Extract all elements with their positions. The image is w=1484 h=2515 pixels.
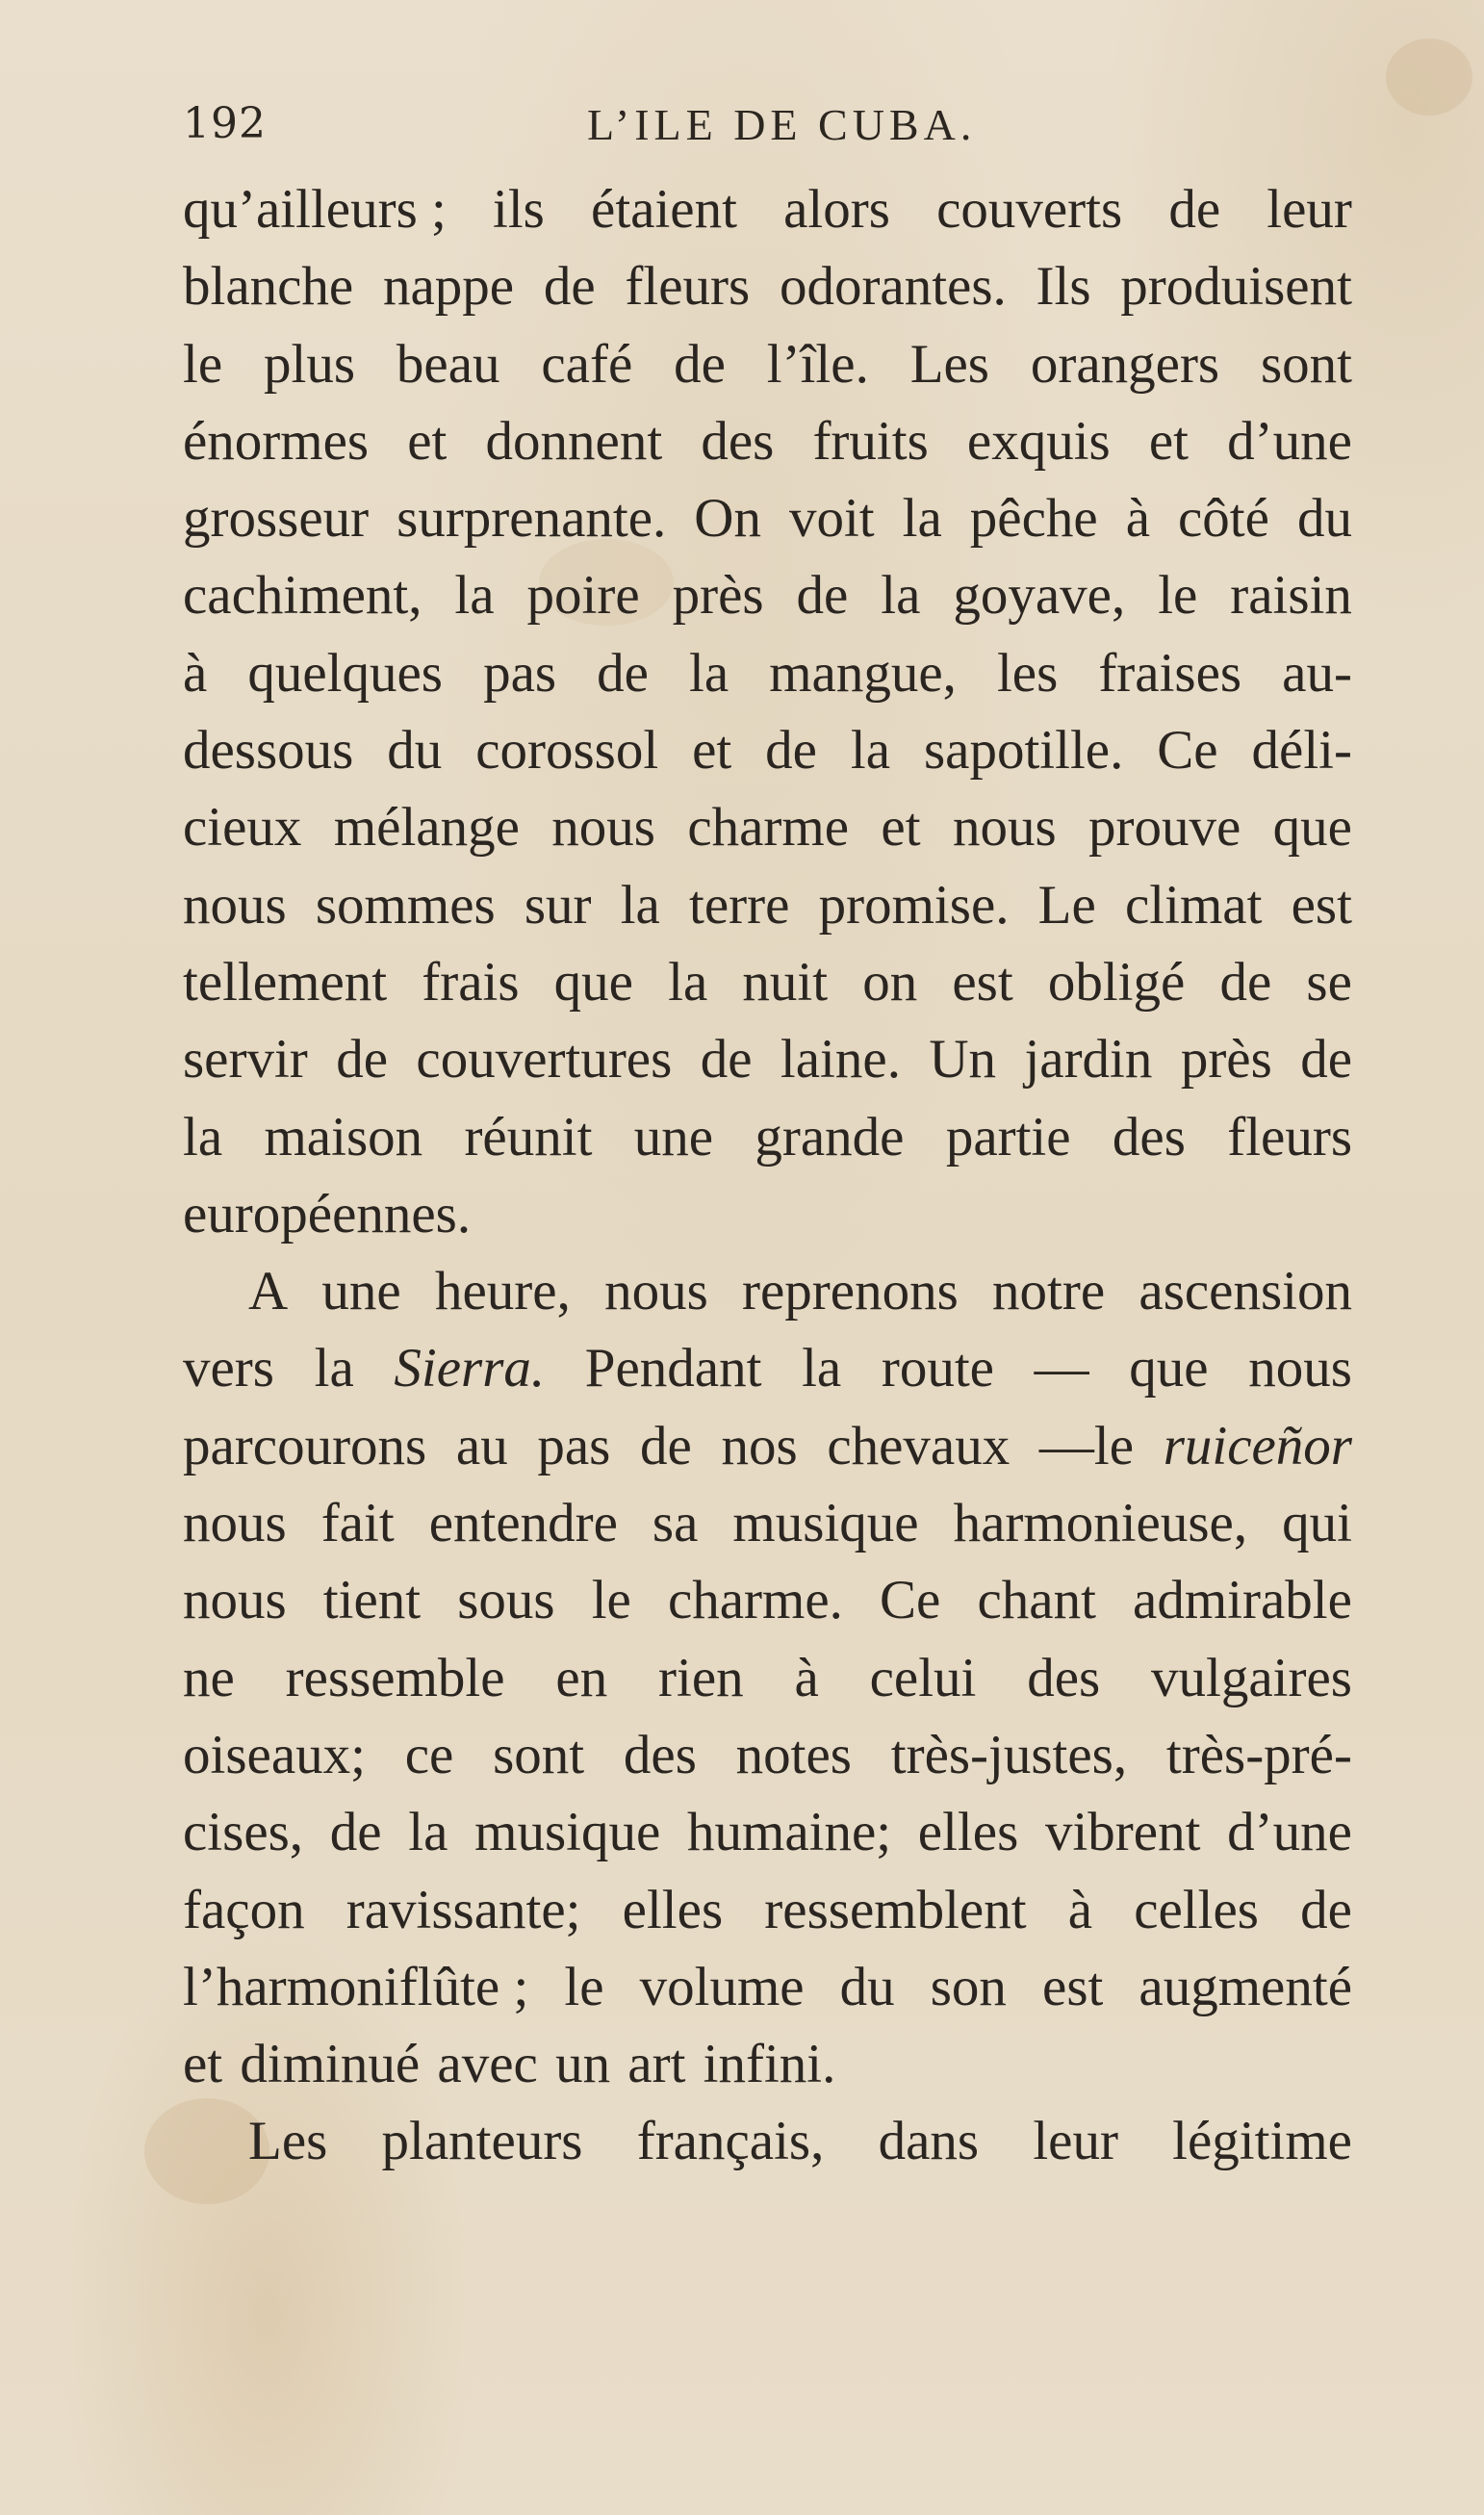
word: sapotille. [923,720,1124,782]
word: diminué [240,2034,421,2095]
word: le [183,333,223,395]
word: charme [687,797,850,859]
word: étaient [591,179,737,240]
word: Pendant [584,1338,762,1399]
text-line [183,326,1352,403]
word: son [930,1956,1007,2017]
word: la [902,488,942,550]
word: partie [945,1106,1071,1168]
word: On [694,488,761,550]
word: côté [1178,488,1269,550]
text-line [183,480,1352,557]
word: A [248,1261,289,1322]
word: ressemblent [764,1879,1027,1940]
word: de [336,1029,388,1091]
word: la [881,565,921,627]
word: Ce [880,1570,941,1631]
word: nous [183,1570,287,1631]
word: des [701,410,775,472]
text-line [183,712,1352,789]
word: servir [183,1029,308,1091]
word: café [541,333,633,395]
word: rien [658,1647,744,1708]
word: qui [1282,1493,1352,1554]
word: légitime [1172,2111,1352,2172]
word: de [1300,1029,1352,1091]
text-line [183,944,1352,1021]
word: pêche [969,488,1098,550]
word: fraises [1098,642,1242,704]
word: elles [622,1879,724,1940]
text-line [183,1872,1352,1949]
word: notes [735,1724,852,1785]
word: entendre [428,1493,618,1554]
paper-stain [1386,38,1472,115]
word: voit [788,488,875,550]
word: chevaux [827,1415,1011,1476]
text-line [183,1717,1352,1794]
word: français, [636,2111,825,2172]
text-line [183,1099,1352,1176]
word: le [1158,565,1198,627]
word: et [1148,410,1190,472]
word: nous [183,874,287,936]
word: au [455,1415,508,1476]
word: celui [869,1647,977,1708]
word: vers [183,1338,274,1399]
text-line [183,248,1352,325]
word: dans [878,2111,980,2172]
word: obligé [1047,951,1186,1013]
word: sa [652,1493,699,1554]
word: goyave, [953,565,1126,627]
word: Sierra. [394,1338,546,1399]
word: nous [1248,1338,1352,1399]
word: produisent [1120,256,1352,318]
word: mangue, [769,642,957,704]
word: l’harmoniflûte ; [183,1956,529,2017]
text-line [183,1485,1352,1562]
word: charme. [667,1570,843,1631]
text-line [183,2103,1352,2180]
word: pas [483,642,557,704]
word: —le [1038,1415,1135,1476]
word: est [952,951,1013,1013]
word: nous [604,1261,708,1322]
word: Ce [1157,720,1218,782]
word: Le [1037,874,1096,936]
word: la [314,1338,354,1399]
word: route [881,1338,994,1399]
word: de [1168,179,1221,240]
word: à [1125,488,1150,550]
word: admirable [1133,1570,1352,1631]
word: au- [1282,642,1352,704]
word: couvertures [416,1029,673,1091]
word: à [794,1647,819,1708]
word: cises, [183,1802,304,1863]
word: ils [493,179,545,240]
word: d’une [1227,410,1352,472]
word: musique [732,1493,919,1554]
text-line [183,1640,1352,1717]
word: infini. [703,2034,836,2095]
word: nuit [742,951,829,1013]
word: sommes [315,874,496,936]
word: humaine; [686,1802,892,1863]
word: on [862,951,918,1013]
word: la [183,1106,223,1168]
word: près [1180,1029,1272,1091]
word: sont [493,1724,585,1785]
word: prouve [1088,797,1241,859]
word: est [1042,1956,1104,2017]
word: des [1027,1647,1101,1708]
word: une [321,1261,401,1322]
word: façon [183,1879,305,1940]
text-line [183,1408,1352,1485]
word: tient [322,1570,422,1631]
word: est [1291,874,1352,936]
word: oiseaux; [183,1724,366,1785]
text-line [183,557,1352,634]
word: de [329,1802,382,1863]
word: sous [457,1570,555,1631]
word: réunit [464,1106,593,1168]
word: cachiment, [183,565,422,627]
word: fleurs [625,256,751,318]
text-line [183,403,1352,480]
page-number: 192 [183,99,267,148]
word: de [597,642,649,704]
word: de [700,1029,753,1091]
word: la [802,1338,842,1399]
text-line [183,1176,1352,1253]
word: de [1300,1879,1352,1940]
word: plus [264,333,356,395]
word: promise. [818,874,1010,936]
word: sont [1260,333,1352,395]
word: l’île. [766,333,869,395]
word: notre [992,1261,1106,1322]
word: surprenante. [397,488,667,550]
word: que [1272,797,1352,859]
word: à [1067,1879,1093,1940]
word: de [1219,951,1272,1013]
word: de [674,333,726,395]
word: en [555,1647,608,1708]
word: près [672,565,764,627]
word: Un [929,1029,997,1091]
word: nappe [382,256,515,318]
word: celles [1134,1879,1259,1940]
word: de [640,1415,692,1476]
word: Les [248,2111,328,2172]
word: odorantes. [779,256,1007,318]
word: avec [437,2034,538,2095]
word: ne [183,1647,235,1708]
word: très-justes, [890,1724,1128,1785]
word: à [183,642,208,704]
word: fleurs [1227,1106,1352,1168]
word: se [1306,951,1352,1013]
word: blanche [183,256,354,318]
word: nos [721,1415,798,1476]
word: la [668,951,708,1013]
word: de [543,256,596,318]
word: art [627,2034,686,2095]
page-header [183,99,1030,157]
word: et [881,797,921,859]
word: leur [1267,179,1352,240]
word: et [692,720,732,782]
word: alors [783,179,890,240]
word: les [996,642,1059,704]
running-title: L’ILE DE CUBA. [587,100,977,149]
word: la [620,874,660,936]
word: volume [639,1956,805,2017]
text-line [183,1330,1352,1407]
word: un [555,2034,611,2095]
word: du [839,1956,895,2017]
word: parcourons [183,1415,427,1476]
word: nous [952,797,1057,859]
word: des [1112,1106,1186,1168]
text-line [183,789,1352,866]
word: fruits [812,410,929,472]
word: vulgaires [1151,1647,1352,1708]
word: du [1296,488,1352,550]
word: reprenons [742,1261,959,1322]
word: corossol [475,720,659,782]
word: ruiceñor [1163,1415,1352,1476]
word: grosseur [183,488,370,550]
word: ressemble [285,1647,505,1708]
word: très-pré- [1165,1724,1352,1785]
text-line [183,2026,1352,2103]
word: poire [526,565,640,627]
word: du [387,720,443,782]
text-line [183,171,1352,248]
word: et [183,2034,223,2095]
word: dessous [183,720,354,782]
word: donnent [485,410,663,472]
word: chant [977,1570,1096,1631]
word: augmenté [1139,1956,1352,2017]
word: climat [1124,874,1263,936]
word: pas [537,1415,611,1476]
word: ce [404,1724,454,1785]
word: Les [909,333,989,395]
word: Ils [1036,256,1091,318]
text-line [183,1253,1352,1330]
text-line [183,1562,1352,1639]
word: jardin [1024,1029,1153,1091]
word: maison [264,1106,423,1168]
word: heure, [434,1261,571,1322]
body-text [183,171,1352,2181]
word: musique [474,1802,661,1863]
word: sur [524,874,592,936]
word: laine. [780,1029,901,1091]
word: de [796,565,849,627]
word: ravissante; [345,1879,581,1940]
word: orangers [1030,333,1220,395]
word: des [623,1724,697,1785]
word: — [1034,1338,1089,1399]
word: beau [396,333,500,395]
word: ascension [1139,1261,1352,1322]
word: quelques [247,642,443,704]
text-line [183,635,1352,712]
word: d’une [1227,1802,1352,1863]
word: frais [422,951,520,1013]
text-line [183,1794,1352,1871]
word: planteurs [381,2111,583,2172]
text-line [183,867,1352,944]
word: vibrent [1044,1802,1201,1863]
word: nous [551,797,655,859]
word: leur [1033,2111,1118,2172]
word: nous [183,1493,287,1554]
word: cieux [183,797,302,859]
word: harmonieuse, [953,1493,1248,1554]
word: le [564,1956,604,2017]
word: énormes [183,410,370,472]
word: que [553,951,633,1013]
word: raisin [1230,565,1352,627]
word: la [850,720,891,782]
word: la [454,565,495,627]
word: qu’ailleurs ; [183,179,447,240]
word: que [1129,1338,1209,1399]
word: elles [917,1802,1019,1863]
word: grande [755,1106,905,1168]
word: exquis [966,410,1111,472]
word: fait [320,1493,395,1554]
word: terre [689,874,790,936]
word: déli- [1251,720,1352,782]
word: de [765,720,817,782]
word: et [407,410,448,472]
word: tellement [183,951,388,1013]
text-line [183,1021,1352,1098]
word: couverts [936,179,1123,240]
text-line [183,1949,1352,2026]
word: mélange [333,797,520,859]
word: le [591,1570,631,1631]
word: la [408,1802,448,1863]
word: européennes. [183,1183,472,1245]
word: une [633,1106,714,1168]
word: la [688,642,729,704]
